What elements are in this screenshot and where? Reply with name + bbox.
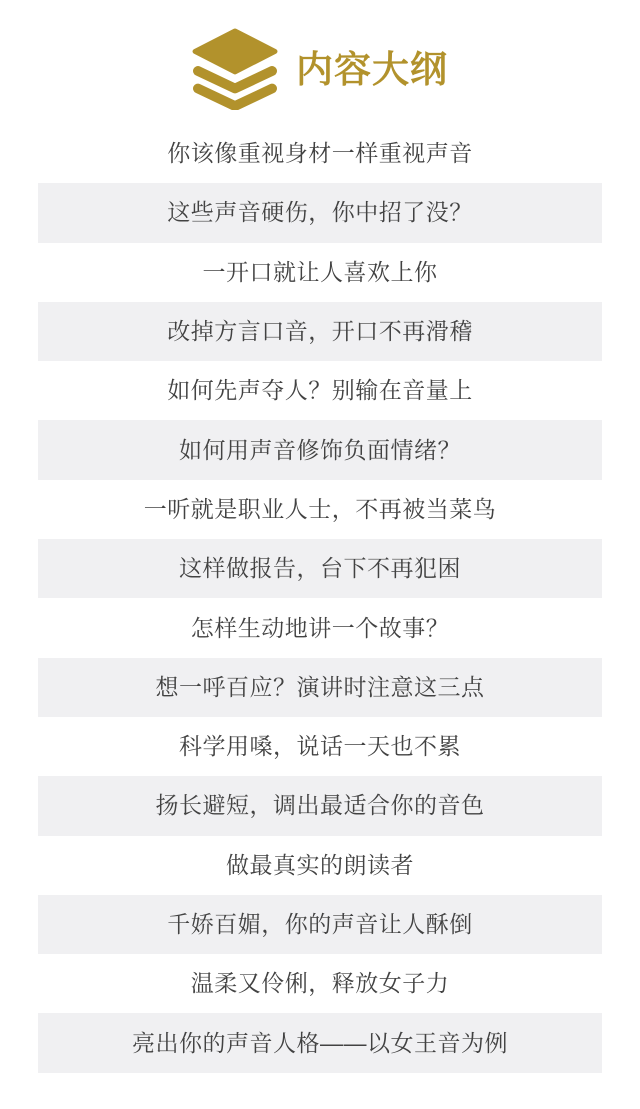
list-item: 如何先声夺人？别输在音量上 <box>167 377 473 404</box>
list-item: 温柔又伶俐，释放女子力 <box>190 970 450 997</box>
list-item: 这些声音硬伤，你中招了没？ <box>38 183 602 242</box>
outline-header <box>0 0 640 124</box>
list-item: 一开口就让人喜欢上你 <box>202 258 438 285</box>
list-item: 改掉方言口音，开口不再滑稽 <box>38 302 602 361</box>
list-item: 如何用声音修饰负面情绪？ <box>38 420 602 479</box>
list-item: 做最真实的朗读者 <box>226 851 414 878</box>
list-item: 科学用嗓，说话一天也不累 <box>179 733 461 760</box>
list-item: 扬长避短，调出最适合你的音色 <box>38 776 602 835</box>
list-item: 亮出你的声音人格——以女王音为例 <box>38 1013 602 1072</box>
list-item: 怎样生动地讲一个故事？ <box>190 614 450 641</box>
page-title: 内容大纲 <box>296 48 448 90</box>
content-outline-list <box>0 124 640 1073</box>
layers-stack-icon <box>192 30 278 108</box>
list-item: 想一呼百应？演讲时注意这三点 <box>38 658 602 717</box>
list-item: 你该像重视身材一样重视声音 <box>167 140 473 167</box>
list-item: 千娇百媚，你的声音让人酥倒 <box>38 895 602 954</box>
list-item: 这样做报告，台下不再犯困 <box>38 539 602 598</box>
list-item: 一听就是职业人士，不再被当菜鸟 <box>143 495 497 522</box>
